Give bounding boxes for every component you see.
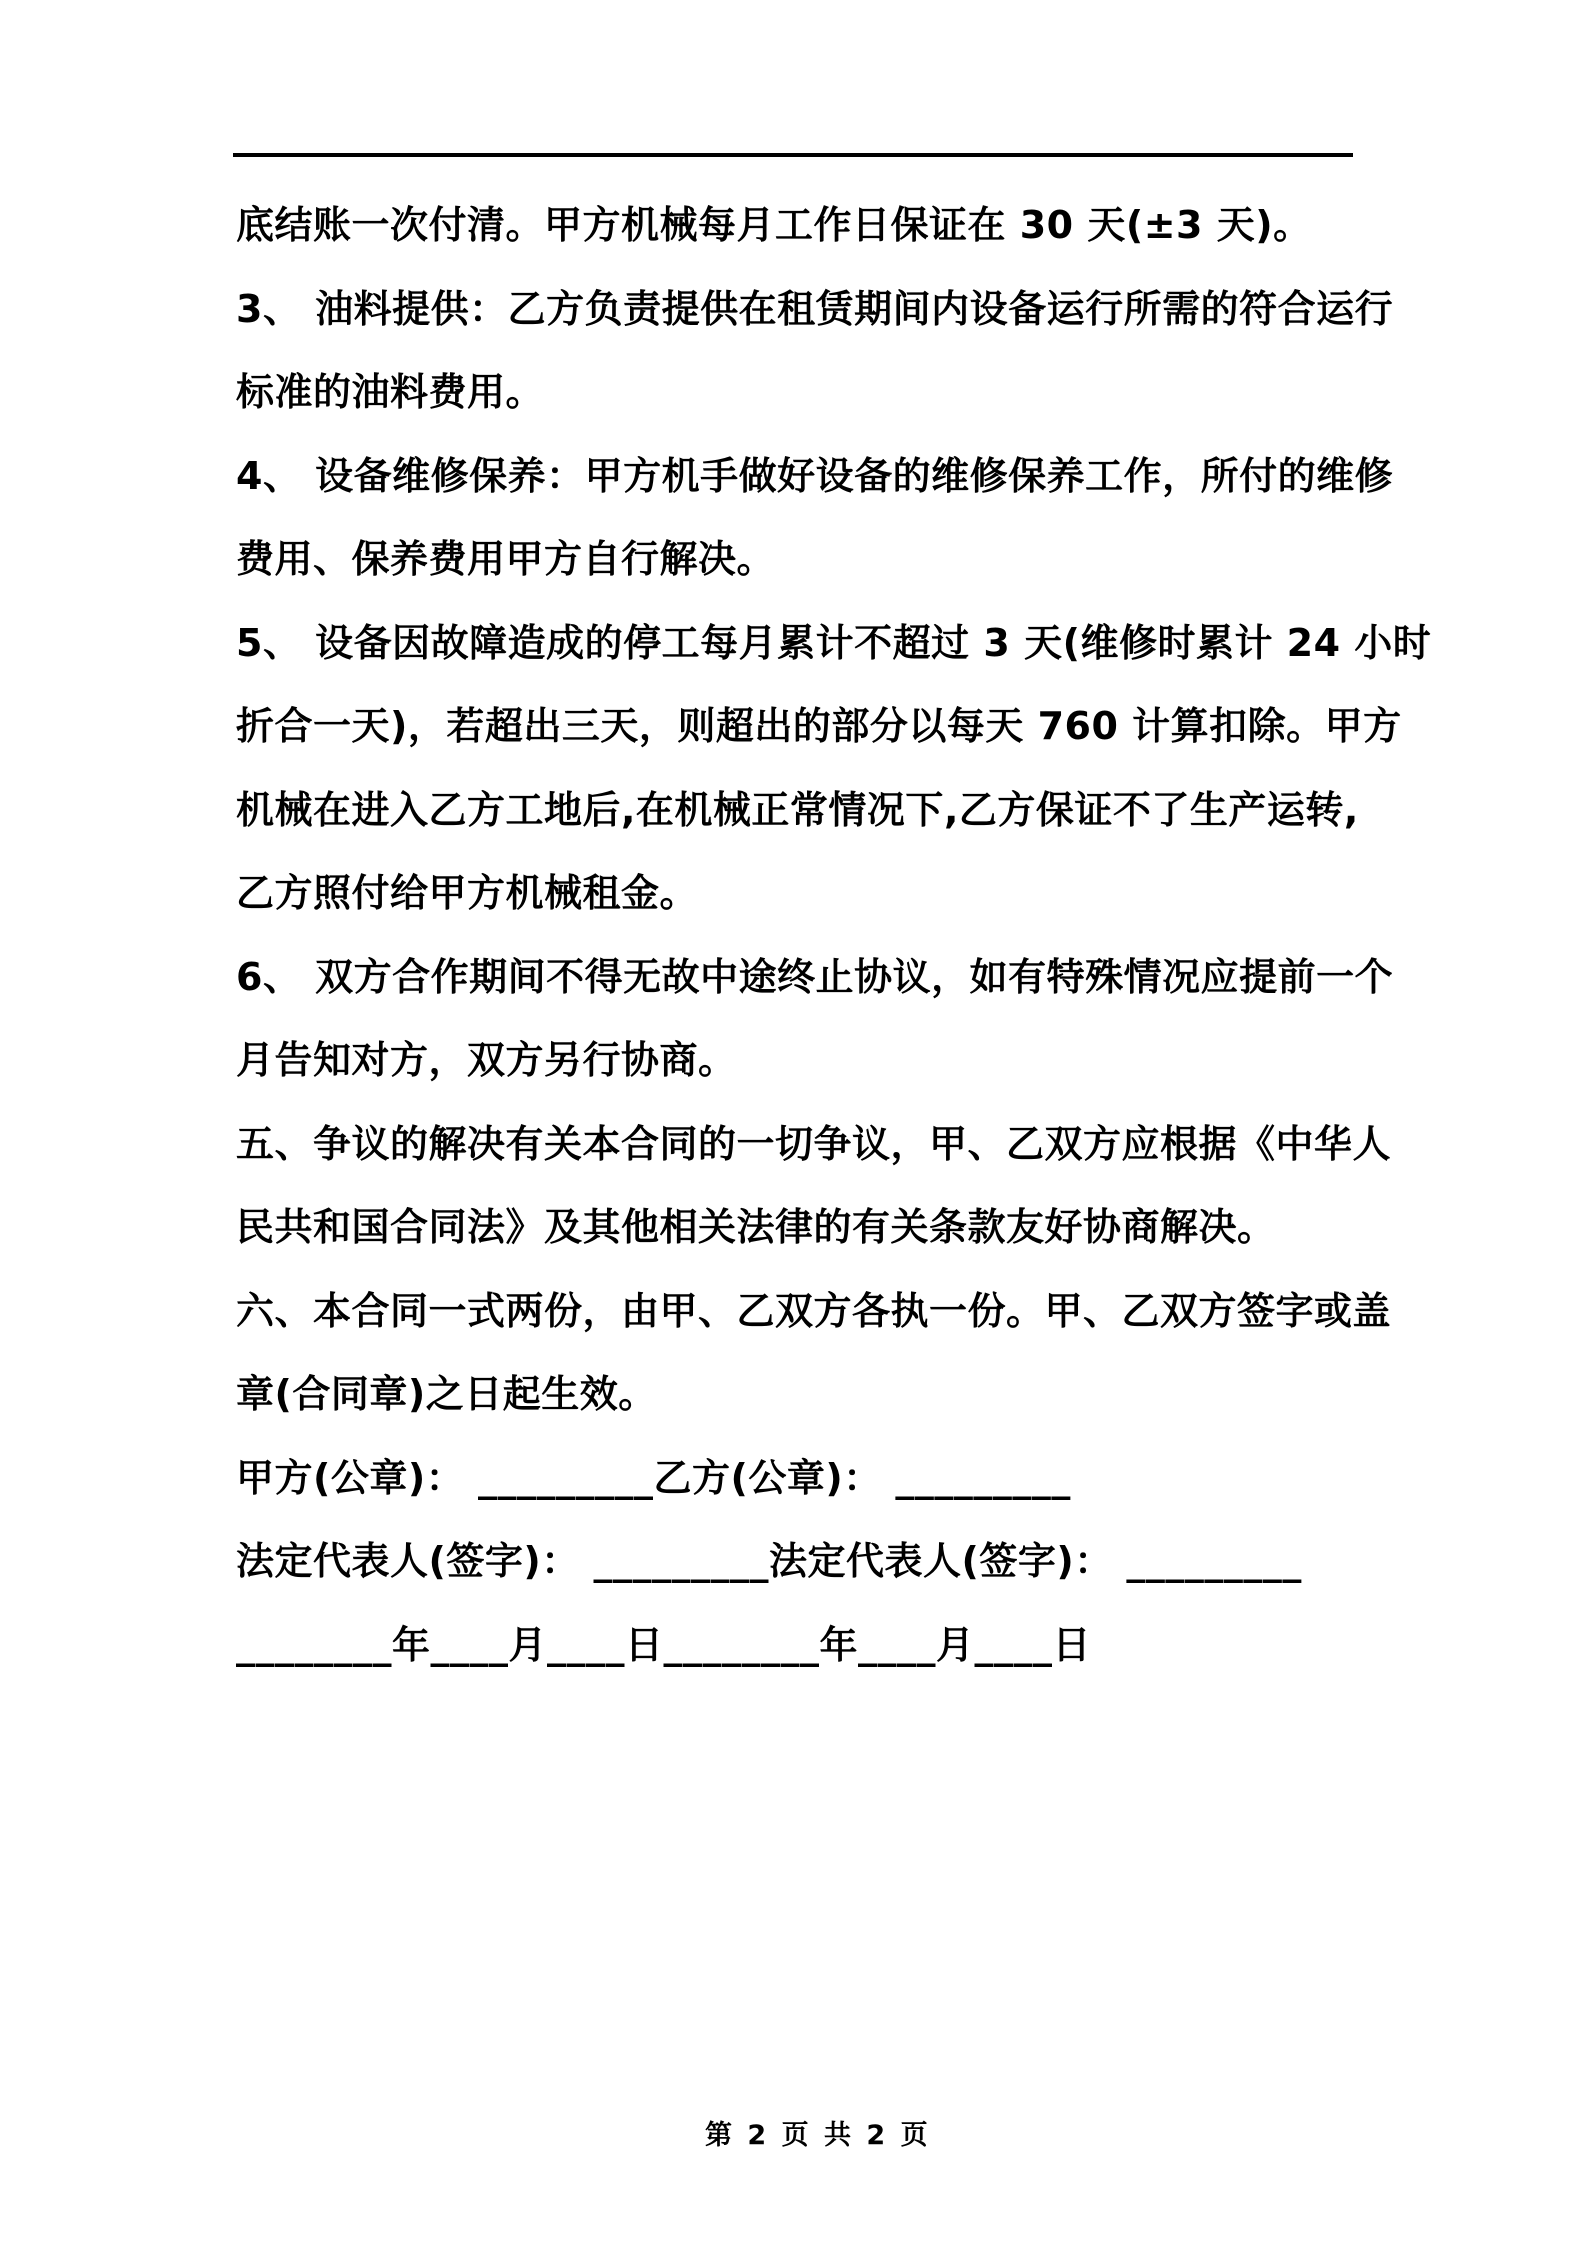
header-rule (233, 153, 1353, 157)
text-line-clause6: 6、 双方合作期间不得无故中途终止协议，如有特殊情况应提前一个 (236, 954, 1394, 999)
text-line-clause6-cont: 月告知对方，双方另行协商。 (236, 1038, 737, 1082)
text-line-clause5-cont3: 乙方照付给甲方机械租金。 (236, 871, 699, 915)
text-line-clause5: 5、 设备因故障造成的停工每月累计不超过 3 天(维修时累计 24 小时 (236, 620, 1432, 665)
text-line-payment-clause: 底结账一次付清。甲方机械每月工作日保证在 30 天(±3 天)。 (236, 203, 1312, 247)
text-line-clause5-cont2: 机械在进入乙方工地后,在机械正常情况下,乙方保证不了生产运转, (236, 787, 1359, 832)
text-line-clause5-cont1: 折合一天)，若超出三天，则超出的部分以每天 760 计算扣除。甲方 (236, 704, 1402, 748)
text-line-clause4: 4、 设备维修保养：甲方机手做好设备的维修保养工作，所付的维修 (236, 453, 1394, 498)
page-footer (0, 2082, 1586, 2183)
text-line-section6-cont: 章(合同章)之日起生效。 (236, 1372, 657, 1416)
text-line-date-blanks: ________年____月____日________年____月____日 (236, 1622, 1092, 1667)
text-line-seal-signature: 甲方(公章)： _________乙方(公章)： _________ (236, 1455, 1071, 1500)
text-line-legal-representative: 法定代表人(签字)： _________法定代表人(签字)： _________ (236, 1539, 1302, 1583)
text-line-clause4-cont: 费用、保养费用甲方自行解决。 (236, 537, 776, 581)
text-line-clause3: 3、 油料提供：乙方负责提供在租赁期间内设备运行所需的符合运行 (236, 286, 1394, 331)
text-line-section5-cont: 民共和国合同法》及其他相关法律的有关条款友好协商解决。 (236, 1205, 1276, 1249)
page-number-text: 第 2 页 共 2 页 (705, 2120, 931, 2151)
text-line-section6-copies: 六、本合同一式两份，由甲、乙双方各执一份。甲、乙双方签字或盖 (236, 1288, 1392, 1333)
text-line-clause3-cont: 标准的油料费用。 (236, 370, 545, 414)
text-line-section5-disputes: 五、争议的解决有关本合同的一切争议，甲、乙双方应根据《中华人 (236, 1121, 1392, 1166)
contract-body (236, 184, 1432, 1687)
